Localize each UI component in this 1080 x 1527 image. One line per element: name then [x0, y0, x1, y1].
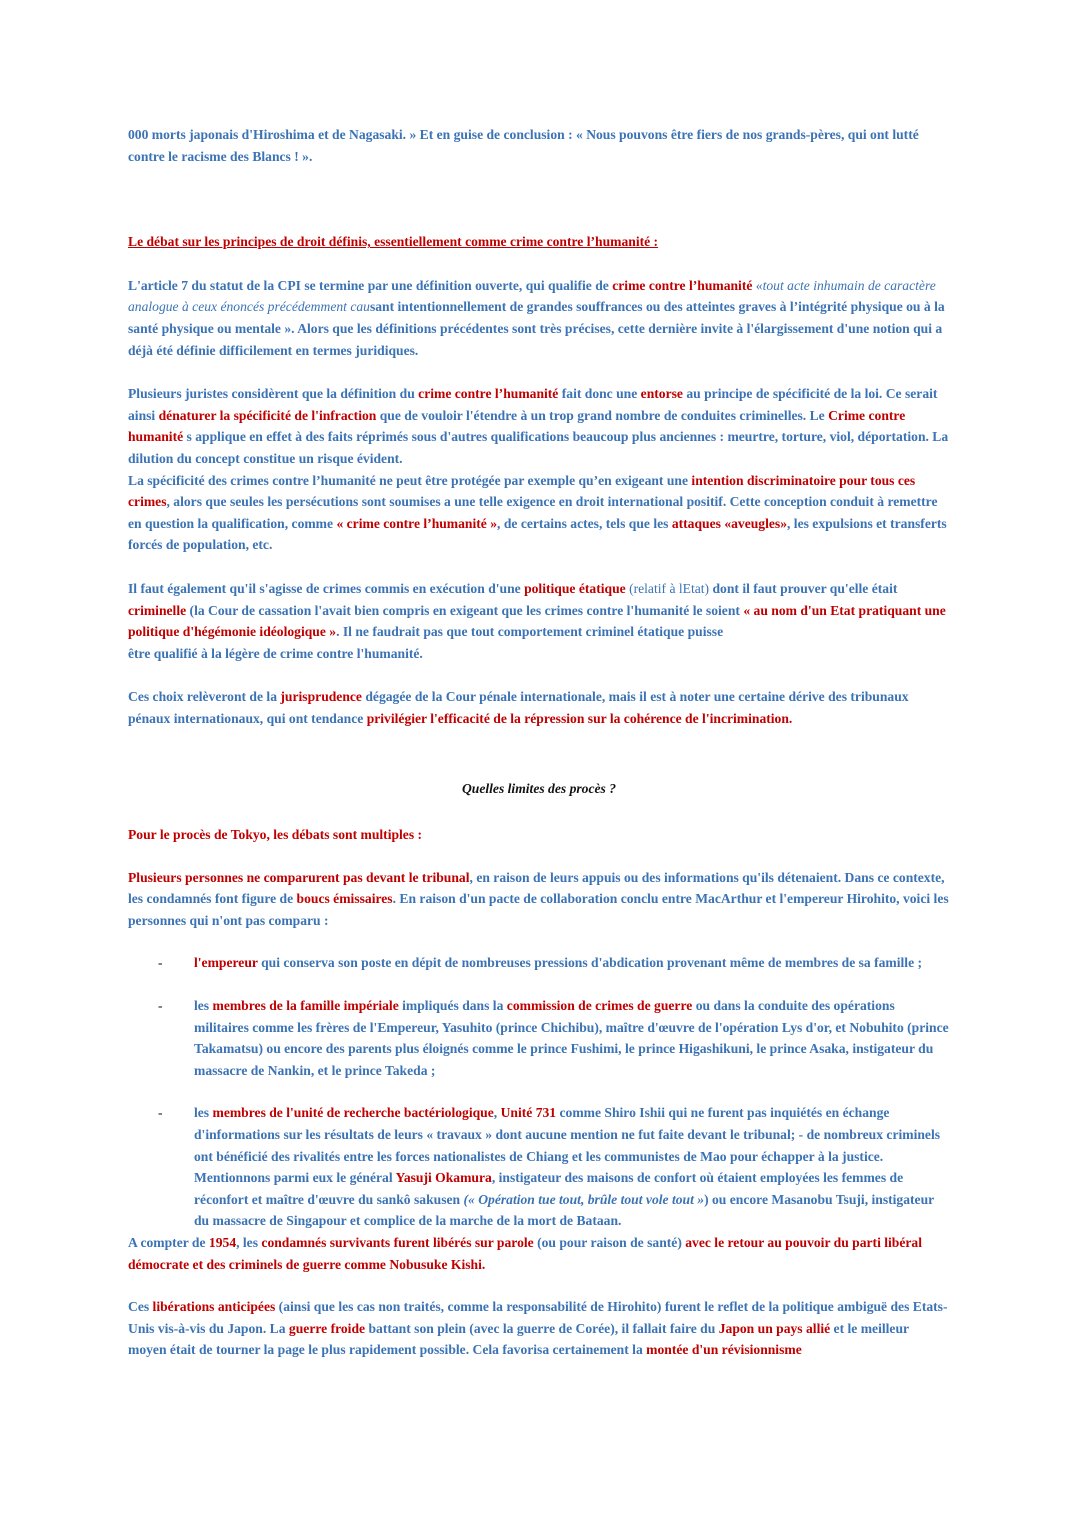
emphasis-text: privilégier l'efficacité de la répression sur la cohérence de l'incrimination. [366, 710, 793, 726]
emphasis-text: intention discriminatoire pour tous ces crimes [128, 472, 916, 510]
emphasis-text: « au nom d'un Etat pratiquant une politique d'hégémonie idéologique » [128, 602, 946, 640]
emphasis-text: membres de la famille impériale [212, 998, 399, 1014]
document-page [128, 124, 950, 1361]
emphasis-text: membres de l'unité de recherche bactériologique [212, 1105, 494, 1121]
text-run: (ou pour raison de santé) [533, 1234, 686, 1250]
paragraph-state-policy [128, 578, 950, 664]
intro-paragraph [128, 124, 950, 167]
paragraph-not-appeared [128, 867, 950, 932]
emphasis-text: boucs émissaires [296, 891, 393, 907]
text-run: comme Shiro Ishii qui ne furent pas inquiétés en échange d'informations sur les résultats de leurs « travaux » dont aucune mention ne fut faite devant le tribunal; - de nombreux criminels ont bénéficié des rivalités entre les forces nationalistes de Chiang et les communistes de Mao pour échapper à la justice. Mentionnons parmi eux le général [194, 1105, 941, 1186]
text-run: Plusieurs juristes considèrent que la définition du [128, 386, 419, 402]
emphasis-text: libérations anticipées [152, 1299, 276, 1315]
paragraph-early-release [128, 1296, 950, 1361]
emphasis-text: commission de crimes de guerre [506, 998, 693, 1014]
paragraph-discriminatory-intent [128, 470, 950, 556]
list-dash: - [158, 998, 163, 1014]
text-run: impliqués dans la [398, 998, 507, 1014]
emphasis-text: Japon un pays allié [718, 1320, 831, 1336]
text-run: être qualifié à la légère de crime contre l'humanité. [128, 645, 423, 661]
emphasis-text: guerre froide [288, 1320, 366, 1336]
debate-heading: Le débat sur les principes de droit définis, essentiellement comme crime contre l’humanité : [128, 234, 659, 250]
text-run: dégagée de la Cour pénale internationale, mais il est à noter une certaine dérive des tribunaux pénaux internationaux, qui ont tendance [128, 689, 909, 726]
text-run: (« Opération tue tout, brûle tout vole tout » [463, 1191, 705, 1207]
text-run: , les expulsions et transferts forcés de population, etc. [128, 515, 947, 553]
absent-persons-list [128, 952, 950, 1232]
text-run: sant intentionnellement de grandes souffrances ou des atteintes graves à l’intégrité physique ou à la santé physique ou mentale ». Alors que les définitions précédentes sont très précises, cette dernière invite à l'élargissement d'une notion qui a déjà été définie difficilement en termes juridiques. [128, 299, 945, 358]
text-run: , [493, 1105, 501, 1121]
paragraph-jurisprudence [128, 686, 950, 729]
text-run: La spécificité des crimes contre l’humanité ne peut être protégée par exemple qu’en exigeant une [128, 472, 692, 488]
emphasis-text: Plusieurs personnes ne comparurent pas devant le tribunal [128, 869, 470, 885]
paragraph-parole [128, 1232, 950, 1275]
tokyo-heading: Pour le procès de Tokyo, les débats sont multiples : [128, 827, 423, 843]
emphasis-text: politique étatique [524, 580, 626, 596]
text-run: Ces choix relèveront de la [128, 689, 281, 705]
text-run: (la Cour de cassation l'avait bien compris en exigeant que les crimes contre l'humanité le soient [186, 602, 744, 618]
list-dash: - [158, 955, 163, 971]
text-run: , de certains actes, tels que les [497, 515, 672, 531]
text-run: ou dans la conduite des opérations militaires comme les frères de l'Empereur, Yasuhito (prince Chichibu), maître d'œuvre de l'opération Lys d'or, et Nobuhito (prince Takamatsu) ou encore des parents plus éloignés comme le prince Fushimi, le prince Higashikuni, le prince Asaka, instigateur du massacre de Nankin, et le prince Takeda ; [194, 998, 949, 1078]
text-run: , alors que seules les persécutions sont soumises a une telle exigence en droit international positif. Cette conception conduit à remettre en question la qualification, comme [128, 494, 938, 531]
text-run: que de vouloir l'étendre à un trop grand nombre de conduites criminelles. Le [376, 407, 829, 423]
text-run: , en raison de leurs appuis ou des informations qu'ils détenaient. Dans ce contexte, les condamnés font figure de [128, 869, 945, 907]
text-run: au principe de spécificité de la loi. Ce serait ainsi [128, 386, 938, 423]
text-run: « [752, 277, 763, 293]
emphasis-text: Crime contre humanité [128, 407, 906, 445]
text-run: tout acte inhumain de caractère analogue à ceux énoncés précédemment cau [128, 277, 936, 315]
text-run: qui conserva son poste en dépit de nombreuses pressions d'abdication provenant même de membres de sa famille ; [257, 955, 923, 971]
text-run: battant son plein (avec la guerre de Corée), il fallait faire du [365, 1320, 719, 1336]
text-run: 000 morts japonais d'Hiroshima et de Nagasaki. » Et en guise de conclusion : « Nous pouvons être fiers de nos grands-pères, qui ont lutté contre le racisme des Blancs ! ». [128, 127, 919, 164]
paragraph-specificity [128, 383, 950, 469]
emphasis-text: criminelle [128, 602, 187, 618]
text-run: (relatif à lEtat) [625, 580, 710, 596]
text-run: ) ou encore Masanobu Tsuji, instigateur du massacre de Singapour et complice de la marche de la mort de Bataan. [194, 1191, 934, 1229]
emphasis-text: l'empereur [194, 955, 258, 971]
text-run: s applique en effet à des faits réprimés sous d'autres qualifications beaucoup plus anciennes : meurtre, torture, viol, déportation. La dilution du concept constitue un risque évident. [128, 429, 949, 466]
section-title-limits: Quelles limites des procès ? [461, 781, 617, 797]
text-run: , instigateur des maisons de confort où étaient employées les femmes de réconfort et maître d'œuvre du sankô sakusen [194, 1170, 904, 1207]
list-dash: - [158, 1105, 163, 1121]
emphasis-text: jurisprudence [280, 689, 362, 705]
text-run: les [194, 1105, 213, 1121]
text-run: A compter de [128, 1234, 209, 1250]
text-run: dont il faut prouver qu'elle était [709, 580, 898, 596]
text-run: les [194, 998, 213, 1014]
emphasis-text: crime contre l’humanité [418, 386, 559, 402]
emphasis-text: entorse [640, 386, 683, 402]
list-item-text [194, 998, 949, 1078]
emphasis-text: Yasuji Okamura [395, 1170, 492, 1186]
text-run: (ainsi que les cas non traités, comme la responsabilité de Hirohito) furent le reflet de la politique ambiguë des Etats-Unis vis-à-vis du Japon. La [128, 1299, 948, 1336]
list-item [128, 1102, 950, 1232]
emphasis-text: Unité 731 [500, 1105, 557, 1121]
emphasis-text: dénaturer la spécificité de l'infraction [158, 407, 377, 423]
text-run: . Il ne faudrait pas que tout comportement criminel étatique puisse [336, 624, 724, 640]
text-run: fait donc une [558, 386, 641, 402]
emphasis-text: condamnés survivants furent libérés sur parole [261, 1234, 534, 1250]
emphasis-text: attaques «aveugles» [671, 515, 787, 531]
emphasis-text: montée d'un révisionnisme [646, 1342, 802, 1358]
paragraph-cpi-article [128, 275, 950, 361]
emphasis-text: « crime contre l’humanité » [336, 515, 498, 531]
text-run: Il faut également qu'il s'agisse de crimes commis en exécution d'une [128, 580, 525, 596]
list-item-text [194, 1105, 940, 1228]
text-run: , les [236, 1234, 262, 1250]
list-item-text [194, 955, 922, 970]
list-item [128, 995, 950, 1081]
text-run: et le meilleur moyen était de tourner la page le plus rapidement possible. Cela favorisa certainement la [128, 1320, 909, 1358]
text-run: . En raison d'un pacte de collaboration conclu entre MacArthur et l'empereur Hirohito, voici les personnes qui n'ont pas comparu : [128, 891, 949, 928]
list-item [128, 952, 950, 974]
text-run: L'article 7 du statut de la CPI se termine par une définition ouverte, qui qualifie de [128, 277, 613, 293]
emphasis-text: 1954 [208, 1234, 237, 1250]
text-run: Ces [128, 1299, 153, 1315]
emphasis-text: crime contre l’humanité [612, 277, 753, 293]
emphasis-text: avec le retour au pouvoir du parti libéral démocrate et des criminels de guerre comme Nobusuke Kishi. [128, 1234, 923, 1272]
